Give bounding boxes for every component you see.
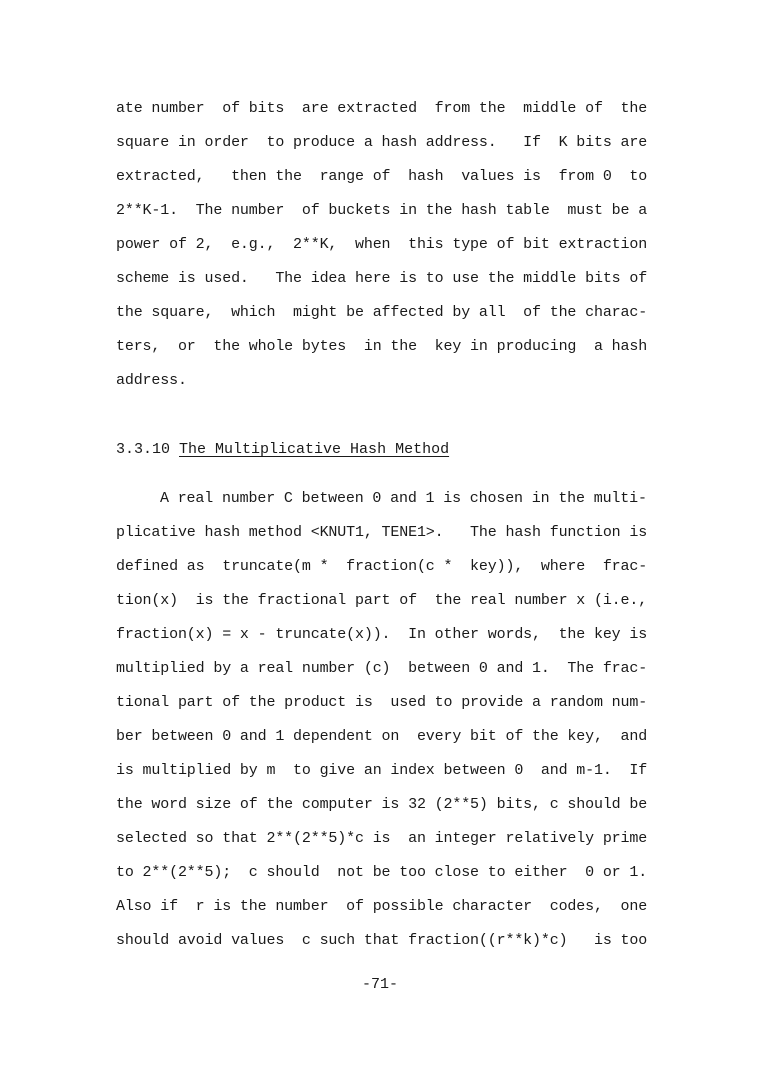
text-line: ters, or the whole bytes in the key in producing a hash: [116, 338, 648, 355]
text-line: power of 2, e.g., 2**K, when this type of bit extraction: [116, 236, 648, 253]
text-line: ber between 0 and 1 dependent on every bit of the key, and: [116, 728, 648, 745]
text-line: 2**K-1. The number of buckets in the hash table must be a: [116, 202, 648, 219]
text-line: to 2**(2**5); c should not be too close to either 0 or 1.: [116, 864, 648, 881]
text-line: should avoid values c such that fraction((r**k)*c) is too: [116, 932, 648, 949]
text-line: the square, which might be affected by all of the charac-: [116, 304, 648, 321]
text-line: selected so that 2**(2**5)*c is an integer relatively prime: [116, 830, 648, 847]
text-line: tion(x) is the fractional part of the real number x (i.e.,: [116, 592, 648, 609]
text-line: defined as truncate(m * fraction(c * key)), where frac-: [116, 558, 648, 575]
text-line: square in order to produce a hash address. If K bits are: [116, 134, 648, 151]
text-line: the word size of the computer is 32 (2**5) bits, c should be: [116, 796, 648, 813]
text-line: extracted, then the range of hash values is from 0 to: [116, 168, 648, 185]
text-line: fraction(x) = x - truncate(x)). In other words, the key is: [116, 626, 648, 643]
text-line: address.: [116, 372, 187, 389]
text-line: A real number C between 0 and 1 is chosen in the multi-: [160, 490, 647, 507]
page-number: -71-: [361, 976, 398, 993]
text-line: is multiplied by m to give an index between 0 and m-1. If: [116, 762, 648, 779]
text-line: multiplied by a real number (c) between 0 and 1. The frac-: [116, 660, 648, 677]
text-line: tional part of the product is used to provide a random num-: [116, 694, 648, 711]
section-number: 3.3.10: [116, 441, 171, 458]
text-line: plicative hash method <KNUT1, TENE1>. The hash function is: [116, 524, 648, 541]
text-line: scheme is used. The idea here is to use the middle bits of: [116, 270, 648, 287]
text-line: Also if r is the number of possible character codes, one: [116, 898, 648, 915]
section-heading: [116, 440, 449, 460]
section-title: The Multiplicative Hash Method: [179, 441, 450, 458]
text-line: ate number of bits are extracted from the middle of the: [116, 100, 648, 117]
